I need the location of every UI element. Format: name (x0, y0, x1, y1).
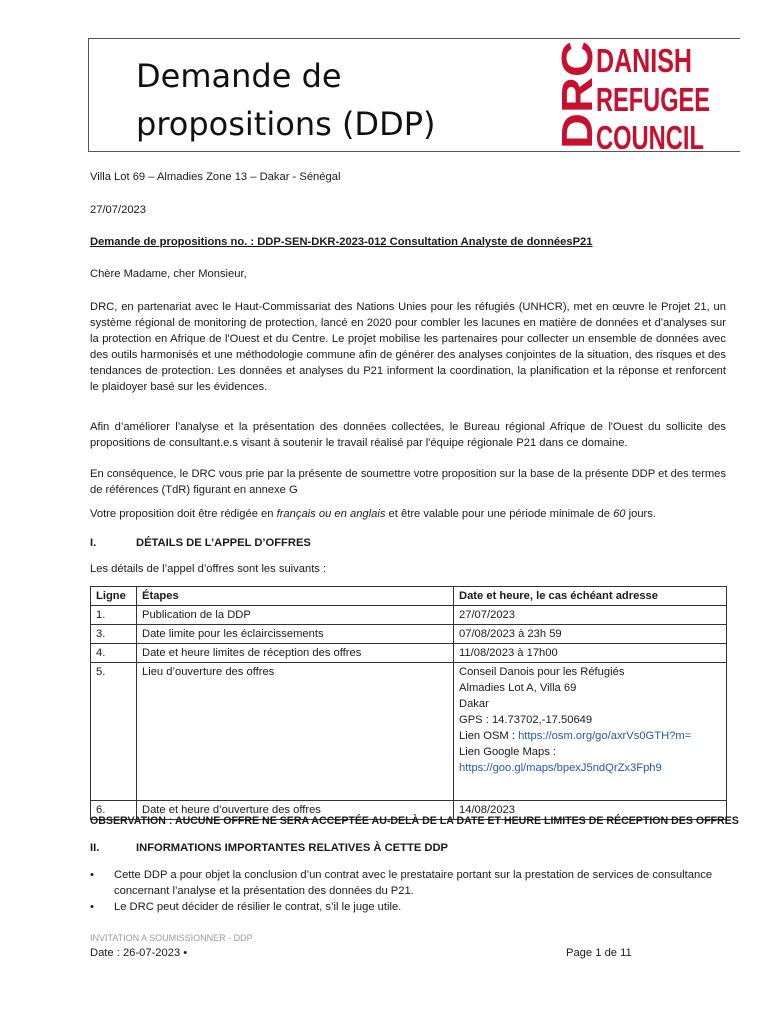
osm-label: Lien OSM : (459, 730, 519, 742)
osm-line (459, 728, 721, 744)
title-line-1: Demande de (136, 57, 342, 95)
cell-valeur: 07/08/2023 à 23h 59 (454, 625, 727, 644)
table-row (91, 644, 727, 663)
osm-link[interactable]: https://osm.org/go/axrVs0GTH?m= (518, 730, 692, 742)
tender-details-table (90, 586, 727, 820)
section-2-title: INFORMATIONS IMPORTANTES RELATIVES À CETTE DDP (136, 842, 449, 854)
list-item-text: Le DRC peut décider de résilier le contrat, s’il le juge utile. (114, 901, 402, 913)
table-row (91, 606, 727, 625)
cell-valeur: 14/08/2023 (454, 801, 727, 820)
list-item (90, 899, 730, 915)
cell-ligne: 6. (91, 801, 137, 820)
table-row (91, 663, 727, 801)
rfp-reference: Demande de propositions no. : DDP-SEN-DKR-2023-012 Consultation Analyste de donnéesP21 (90, 236, 593, 248)
address-line: Dakar (459, 698, 489, 710)
section-1-intro: Les détails de l’appel d’offres sont les suivants : (90, 563, 327, 575)
section-2-heading (90, 842, 448, 854)
cell-ligne: 1. (91, 606, 137, 625)
language-post: jours. (625, 508, 656, 520)
bullet-marker: • (90, 869, 94, 881)
cell-ligne: 3. (91, 625, 137, 644)
col-header-ligne: Ligne (91, 587, 137, 606)
cell-valeur: 11/08/2023 à 17h00 (454, 644, 727, 663)
cell-ligne: 5. (91, 663, 137, 801)
language-options: français ou en anglais (276, 508, 386, 520)
footer-label: INVITATION A SOUMISSIONNER - DDP (90, 933, 253, 943)
table-header-row (91, 587, 727, 606)
list-item-text: Cette DDP a pour objet la conclusion d’un contrat avec le prestataire portant sur la prestation de services de consultance concernant l’analyse et la présentation des données du P21. (114, 869, 713, 897)
intro-paragraph: DRC, en partenariat avec le Haut-Commissariat des Nations Unies pour les réfugiés (UNHCR), met en œuvre le Projet 21, un système régional de monitoring de protection, lancé en 2020 pour combler les lacunes en matière de données et d'analyses sur la protection en Afrique de l'Ouest et du Centre. Le projet mobilise les partenaires pour collecter un ensemble de données avec des outils harmonisés et une méthodologie commune afin de générer des analyses conjointes de la situation, des risques et des tendances de protection. Les données et analyses du P21 informent la coordination, la planification et la réponse et renforcent le plaidoyer basé sur les évidences. (90, 301, 726, 393)
svg-text:DRC: DRC (553, 53, 602, 149)
gps-coordinates: GPS : 14.73702,-17.50649 (459, 714, 593, 726)
language-validity-paragraph (90, 508, 656, 520)
cell-address (454, 663, 727, 801)
list-item (90, 867, 730, 899)
section-1-heading (90, 537, 311, 549)
google-maps-link[interactable]: https://goo.gl/maps/bpexJ5ndQrZx3Fph9 (459, 762, 662, 774)
section-1-number: I. (90, 537, 97, 549)
col-header-etapes: Étapes (137, 587, 454, 606)
footer-date: Date : 26-07-2023 • (90, 947, 188, 959)
validity-days: 60 (613, 508, 626, 520)
observation-notice: OBSERVATION : AUCUNE OFFRE NE SERA ACCEPTÉE AU-DELÀ DE LA DATE ET HEURE LIMITES DE RÉCEPTION DES OFFRES (90, 815, 739, 827)
drc-vertical-mark (553, 41, 602, 149)
drc-logo (552, 35, 742, 155)
col-header-date: Date et heure, le cas échéant adresse (454, 587, 727, 606)
section-1-title: DÉTAILS DE L’APPEL D’OFFRES (136, 537, 311, 549)
request-paragraph: En conséquence, le DRC vous prie par la présente de soumettre votre proposition sur la base de la présente DDP et des termes de références (TdR) figurant en annexe G (90, 468, 726, 496)
logo-word-refugee: REFUGEE (596, 81, 710, 118)
bullet-marker: • (90, 901, 94, 913)
logo-word-danish: DANISH (596, 42, 692, 79)
cell-etape: Date et heure d’ouverture des offres (137, 801, 454, 820)
page-title (136, 52, 435, 148)
page-number: Page 1 de 11 (566, 947, 632, 959)
address: Villa Lot 69 – Almadies Zone 13 – Dakar - Sénégal (90, 171, 341, 183)
cell-etape: Lieu d’ouverture des offres (137, 663, 454, 801)
address-line: Almadies Lot A, Villa 69 (459, 682, 577, 694)
cell-etape: Publication de la DDP (137, 606, 454, 625)
language-pre: Votre proposition doit être rédigée en (90, 508, 277, 520)
cell-valeur: 27/07/2023 (454, 606, 727, 625)
google-maps-label: Lien Google Maps : (459, 746, 557, 758)
salutation: Chère Madame, cher Monsieur, (90, 268, 247, 280)
language-mid: et être valable pour une période minimale de (385, 508, 614, 520)
logo-word-council: COUNCIL (596, 119, 704, 155)
letter-date: 27/07/2023 (90, 204, 146, 216)
cell-etape: Date et heure limites de réception des offres (137, 644, 454, 663)
cell-ligne: 4. (91, 644, 137, 663)
objective-paragraph: Afin d’améliorer l’analyse et la présentation des données collectées, le Bureau régional Afrique de l'Ouest du sollicite des propositions de consultant.e.s visant à soutenir le travail réalisé par l'équipe régionale P21 dans ce domaine. (90, 421, 726, 449)
address-line: Conseil Danois pour les Réfugiés (459, 666, 625, 678)
cell-etape: Date limite pour les éclaircissements (137, 625, 454, 644)
section-2-number: II. (90, 842, 100, 854)
table-row (91, 625, 727, 644)
title-line-2: propositions (DDP) (136, 105, 436, 143)
